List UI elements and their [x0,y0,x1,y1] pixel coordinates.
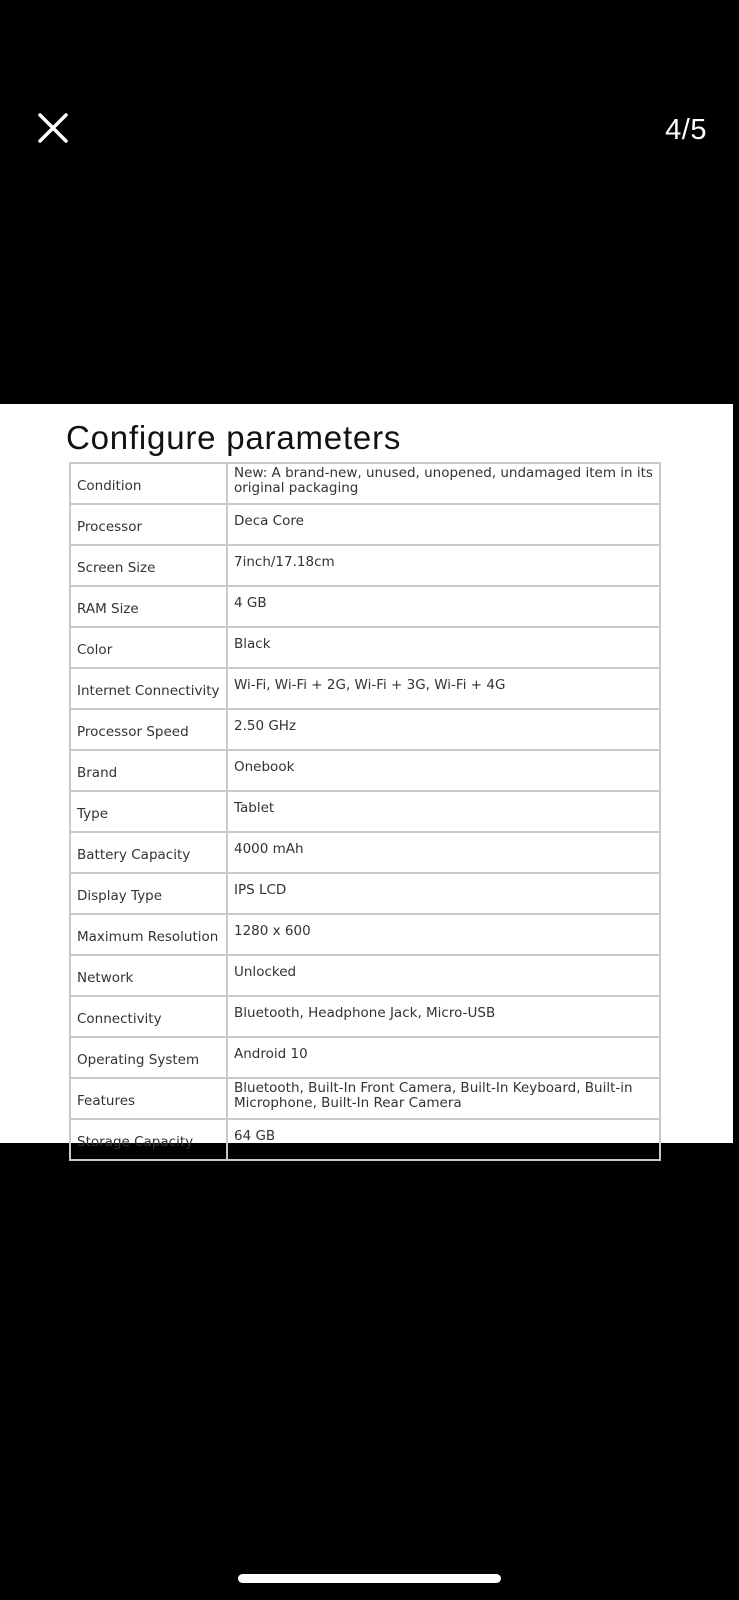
spec-value: Onebook [227,750,660,791]
home-indicator[interactable] [238,1574,501,1583]
spec-label: Display Type [70,873,227,914]
spec-label: Storage Capacity [70,1119,227,1160]
spec-label: Condition [70,463,227,504]
spec-label: Brand [70,750,227,791]
spec-value: Unlocked [227,955,660,996]
spec-row [70,545,660,586]
spec-value: Bluetooth, Built-In Front Camera, Built-In Keyboard, Built-in Microphone, Built-In Rear Camera [227,1078,660,1119]
spec-value: Android 10 [227,1037,660,1078]
spec-label: RAM Size [70,586,227,627]
spec-value: Wi-Fi, Wi-Fi + 2G, Wi-Fi + 3G, Wi-Fi + 4G [227,668,660,709]
spec-value: New: A brand-new, unused, unopened, undamaged item in its original packaging [227,463,660,504]
close-icon [30,105,76,151]
spec-row [70,1078,660,1119]
spec-row [70,750,660,791]
spec-value: 4 GB [227,586,660,627]
spec-value: IPS LCD [227,873,660,914]
spec-label: Network [70,955,227,996]
spec-row [70,627,660,668]
spec-row [70,463,660,504]
spec-row [70,504,660,545]
spec-label: Processor [70,504,227,545]
spec-label: Type [70,791,227,832]
spec-label: Connectivity [70,996,227,1037]
spec-value: Bluetooth, Headphone Jack, Micro-USB [227,996,660,1037]
spec-label: Operating System [70,1037,227,1078]
spec-label: Processor Speed [70,709,227,750]
product-image[interactable] [0,404,733,1150]
spec-value: 1280 x 600 [227,914,660,955]
spec-value: 7inch/17.18cm [227,545,660,586]
spec-row [70,914,660,955]
spec-value: 4000 mAh [227,832,660,873]
spec-row [70,586,660,627]
spec-row [70,873,660,914]
spec-label: Maximum Resolution [70,914,227,955]
spec-label: Color [70,627,227,668]
spec-label: Screen Size [70,545,227,586]
close-button[interactable] [30,105,76,151]
spec-value: 64 GB [227,1119,660,1160]
spec-row [70,955,660,996]
spec-row [70,996,660,1037]
spec-row [70,1037,660,1078]
spec-table [69,462,661,1161]
image-title: Configure parameters [66,419,402,456]
spec-row [70,832,660,873]
spec-row [70,709,660,750]
spec-value: Deca Core [227,504,660,545]
spec-value: Tablet [227,791,660,832]
spec-value: Black [227,627,660,668]
spec-label: Internet Connectivity [70,668,227,709]
spec-value: 2.50 GHz [227,709,660,750]
spec-row [70,1119,660,1160]
spec-row [70,668,660,709]
page-counter: 4/5 [665,114,707,146]
spec-label: Features [70,1078,227,1119]
spec-row [70,791,660,832]
spec-label: Battery Capacity [70,832,227,873]
